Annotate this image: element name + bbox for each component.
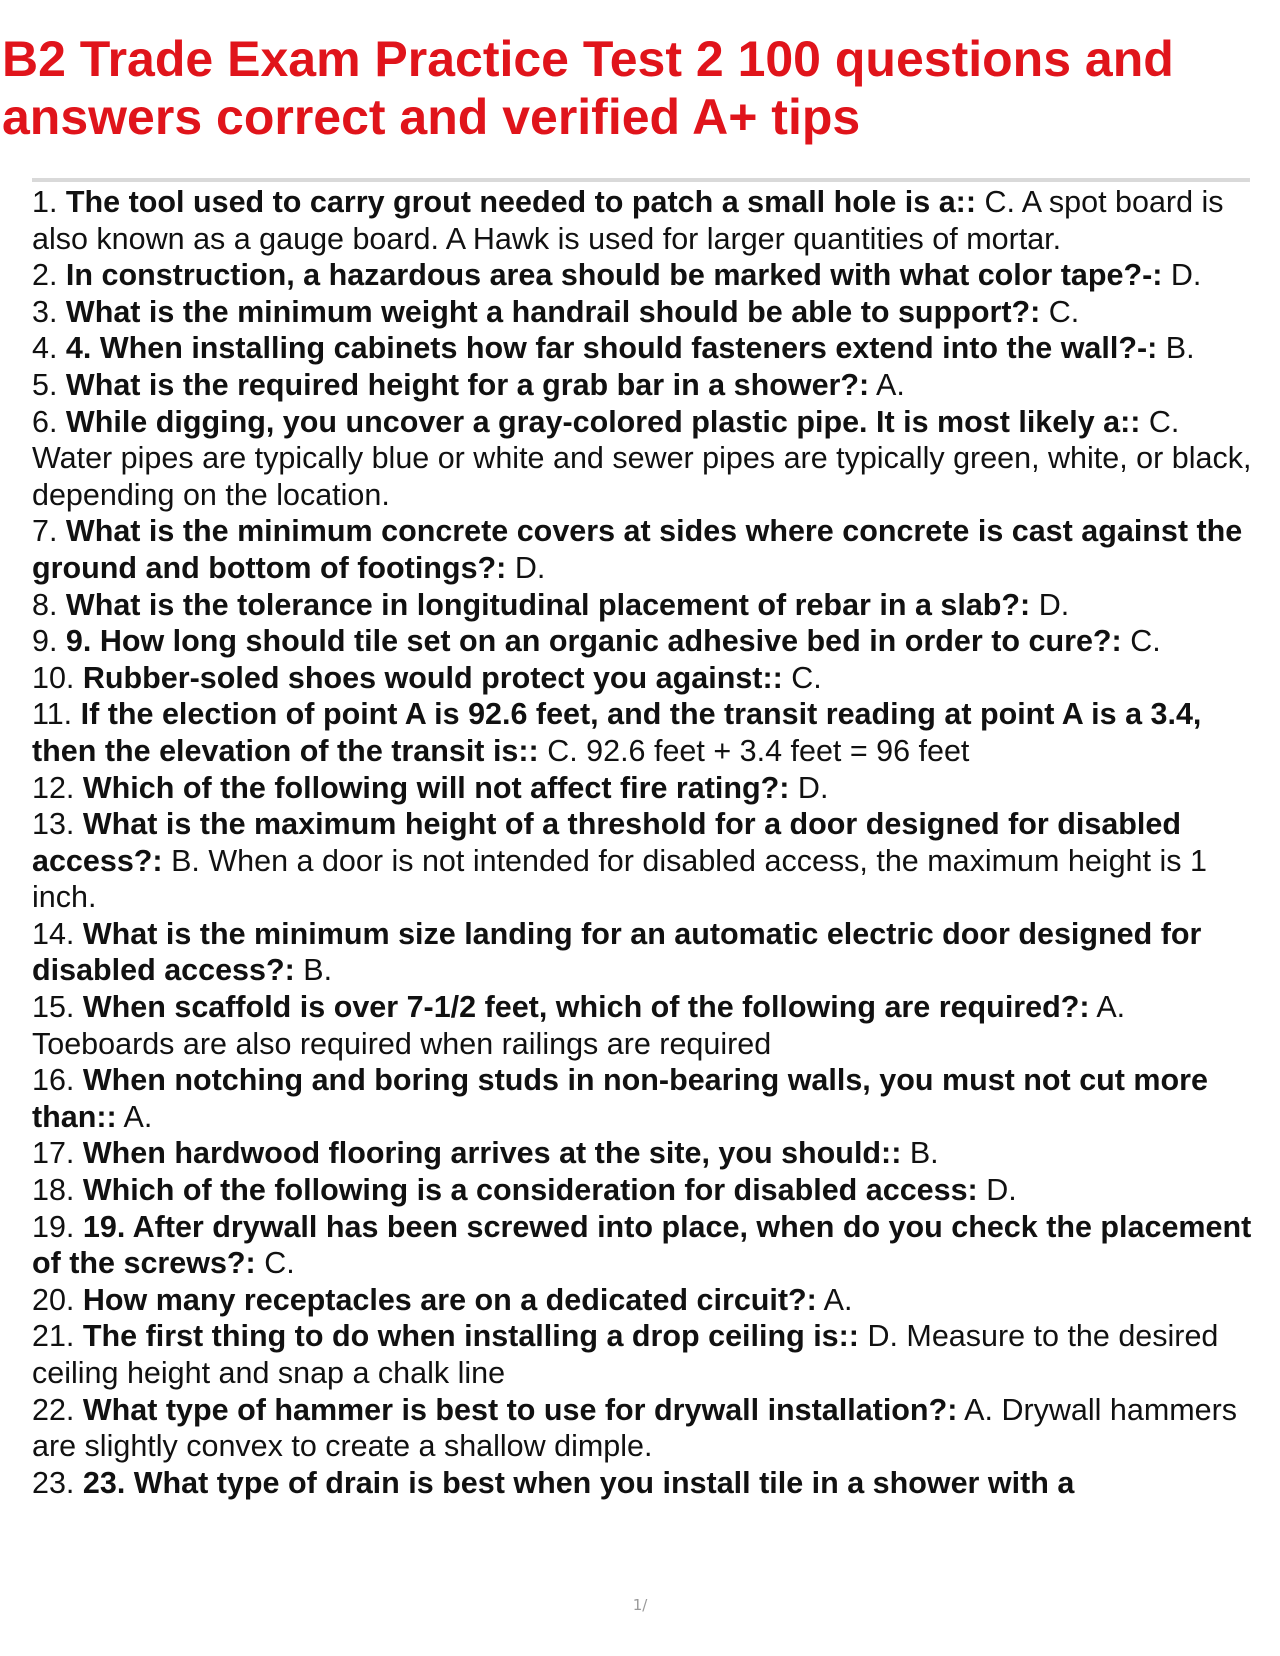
page-number: 1/: [632, 1596, 648, 1614]
title-divider: [32, 178, 1250, 182]
question-number: 6.: [32, 404, 58, 439]
question-text: What is the required height for a grab bar in a shower?:: [65, 367, 870, 402]
question-text: What is the minimum size landing for an automatic electric door designed for disabled access?:: [32, 916, 1202, 988]
answer-text: B.: [909, 1136, 939, 1171]
question-item: [32, 587, 1254, 624]
question-text: When notching and boring studs in non-bearing walls, you must not cut more than::: [32, 1063, 1208, 1134]
answer-text: C. Water pipes are typically blue or white and sewer pipes are typically green, white, or black, depending on the location.: [32, 404, 1252, 512]
question-text: If the election of point A is 92.6 feet, and the transit reading at point A is a 3.4, then the elevation of the transit is::: [32, 697, 1202, 768]
answer-text: C.: [791, 660, 822, 695]
question-item: [32, 330, 1254, 367]
question-item: [32, 916, 1254, 989]
question-item: [32, 257, 1254, 294]
question-item: [32, 1172, 1254, 1209]
question-number: 13.: [32, 807, 75, 842]
answer-text: D.: [1170, 258, 1202, 293]
question-number: 20.: [32, 1282, 75, 1317]
answer-text: B. When a door is not intended for disabled access, the maximum height is 1 inch.: [32, 843, 1207, 915]
question-text: 9. How long should tile set on an organic adhesive bed in order to cure?:: [65, 624, 1122, 659]
question-text: In construction, a hazardous area should be marked with what color tape?-:: [65, 258, 1163, 293]
question-list: [32, 184, 1254, 1501]
question-number: 19.: [32, 1209, 75, 1244]
question-number: 17.: [32, 1136, 75, 1171]
question-item: [32, 1062, 1254, 1135]
question-text: What is the minimum weight a handrail should be able to support?:: [65, 294, 1041, 329]
question-item: [32, 294, 1254, 331]
question-text: What type of hammer is best to use for drywall installation?:: [82, 1392, 958, 1427]
question-number: 5.: [32, 367, 58, 402]
question-text: The tool used to carry grout needed to patch a small hole is a::: [65, 185, 976, 219]
answer-text: C. 92.6 feet + 3.4 feet = 96 feet: [547, 733, 970, 768]
question-number: 8.: [32, 587, 58, 622]
answer-text: D.: [797, 770, 829, 805]
question-number: 11.: [32, 697, 73, 732]
question-text: While digging, you uncover a gray-colored plastic pipe. It is most likely a::: [65, 404, 1141, 439]
answer-text: A.: [123, 1099, 153, 1134]
question-number: 22.: [32, 1392, 75, 1427]
question-item: [32, 696, 1254, 769]
question-text: The first thing to do when installing a drop ceiling is::: [82, 1319, 859, 1354]
question-item: [32, 404, 1254, 514]
question-item: [32, 1318, 1254, 1391]
question-number: 18.: [32, 1173, 75, 1208]
question-item: [32, 1465, 1254, 1502]
question-number: 3.: [32, 294, 58, 329]
question-text: What is the maximum height of a threshold for a door designed for disabled access?:: [32, 807, 1181, 878]
question-number: 16.: [32, 1063, 75, 1098]
answer-text: A.: [823, 1282, 853, 1317]
question-number: 7.: [32, 514, 58, 549]
question-text: 19. After drywall has been screwed into place, when do you check the placement of the screws?:: [32, 1209, 1252, 1281]
question-item: [32, 660, 1254, 697]
question-number: 23.: [32, 1465, 75, 1500]
question-item: [32, 184, 1254, 257]
question-text: What is the tolerance in longitudinal placement of rebar in a slab?:: [65, 587, 1031, 622]
question-number: 14.: [32, 916, 75, 951]
question-item: [32, 1135, 1254, 1172]
answer-text: C.: [264, 1246, 295, 1281]
question-text: When scaffold is over 7-1/2 feet, which of the following are required?:: [82, 990, 1090, 1025]
answer-text: D.: [986, 1173, 1017, 1208]
question-text: 23. What type of drain is best when you install tile in a shower with a: [82, 1465, 1075, 1500]
answer-text: D.: [1038, 587, 1070, 622]
answer-text: D. Measure to the desired ceiling height and snap a chalk line: [32, 1319, 1219, 1390]
page-title: B2 Trade Exam Practice Test 2 100 questions and answers correct and verified A+ tips: [2, 31, 1174, 145]
question-item: [32, 806, 1254, 916]
question-text: Which of the following is a consideration for disabled access:: [82, 1173, 978, 1208]
answer-text: C.: [1048, 294, 1080, 329]
question-item: [32, 989, 1254, 1062]
question-number: 12.: [32, 770, 75, 805]
question-number: 10.: [32, 660, 75, 695]
question-item: [32, 367, 1254, 404]
answer-text: A. Toeboards are also required when railings are required: [32, 990, 1126, 1061]
question-text: What is the minimum concrete covers at sides where concrete is cast against the ground and bottom of footings?:: [32, 514, 1243, 585]
question-text: How many receptacles are on a dedicated circuit?:: [82, 1282, 817, 1317]
question-text: Rubber-soled shoes would protect you against::: [82, 660, 783, 695]
question-item: [32, 1392, 1254, 1465]
answer-text: C.: [1130, 624, 1161, 659]
question-item: [32, 623, 1254, 660]
question-number: 21.: [32, 1319, 75, 1354]
question-text: 4. When installing cabinets how far should fasteners extend into the wall?-:: [65, 331, 1158, 366]
question-item: [32, 513, 1254, 586]
answer-text: A.: [875, 367, 905, 402]
question-number: 2.: [32, 258, 58, 293]
question-number: 4.: [32, 331, 58, 366]
answer-text: B.: [1165, 331, 1195, 366]
question-item: [32, 770, 1254, 807]
answer-text: D.: [514, 550, 546, 585]
question-text: Which of the following will not affect fire rating?:: [82, 770, 790, 805]
question-text: When hardwood flooring arrives at the site, you should::: [82, 1136, 902, 1171]
answer-text: B.: [303, 953, 333, 988]
question-item: [32, 1282, 1254, 1319]
answer-text: C. A spot board is also known as a gauge board. A Hawk is used for larger quantities of mortar.: [32, 185, 1224, 256]
question-number: 1.: [32, 185, 58, 219]
question-number: 9.: [32, 624, 58, 659]
question-item: [32, 1209, 1254, 1282]
question-number: 15.: [32, 990, 75, 1025]
answer-text: A. Drywall hammers are slightly convex to create a shallow dimple.: [32, 1392, 1238, 1464]
